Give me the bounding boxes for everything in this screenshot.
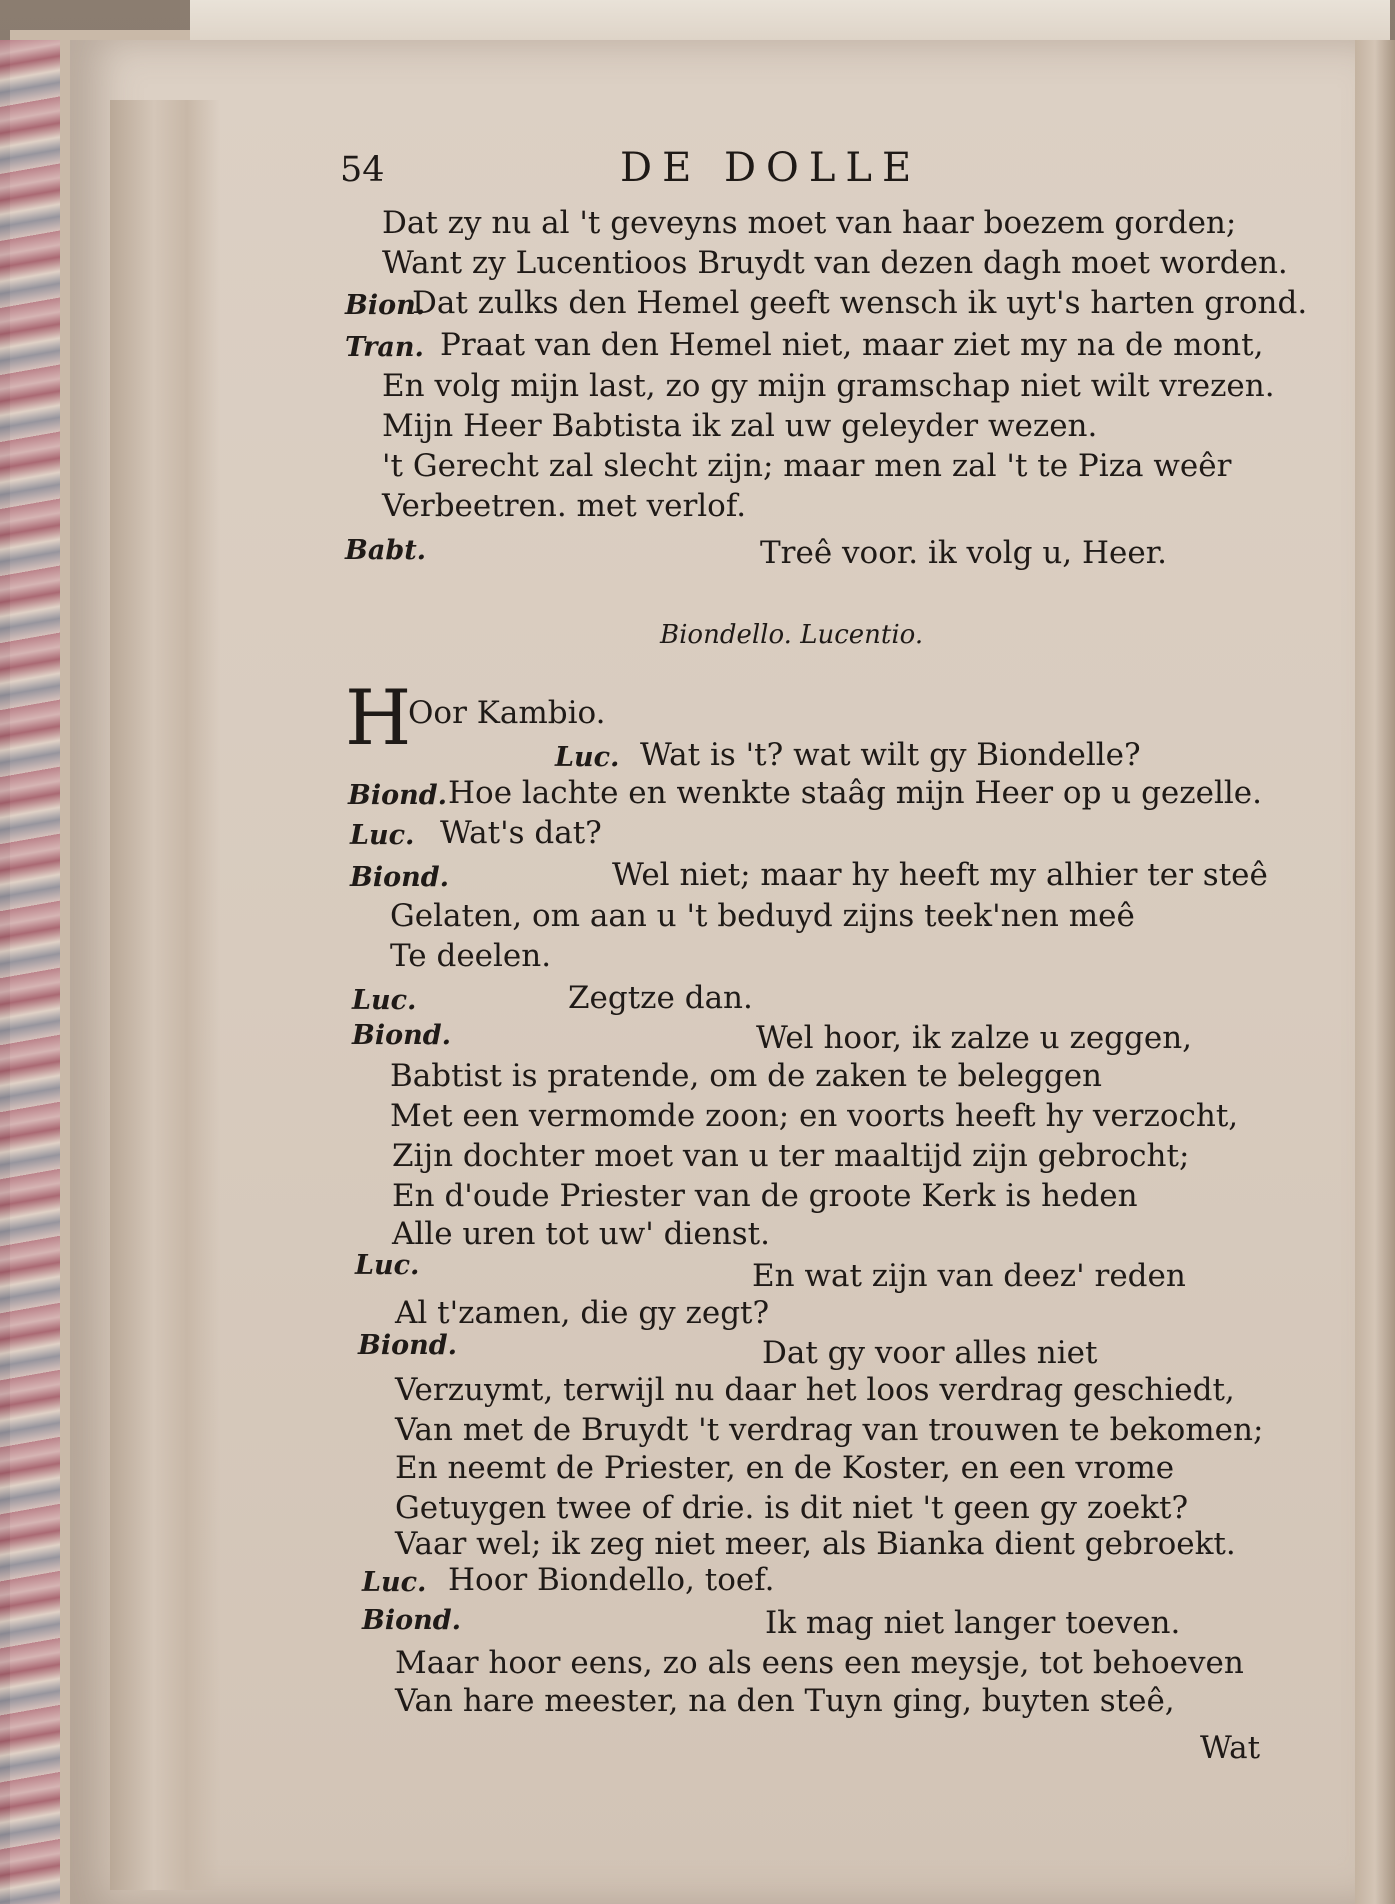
verse-line: Praat van den Hemel niet, maar ziet my na de mont,	[440, 327, 1264, 363]
verse-line: Babtist is pratende, om de zaken te beleggen	[390, 1058, 1103, 1094]
verse-line: Te deelen.	[390, 938, 552, 974]
verse-line: Alle uren tot uw' dienst.	[392, 1216, 770, 1252]
verse-line: En wat zijn van deez' reden	[752, 1258, 1186, 1294]
marbled-endpaper	[0, 40, 60, 1904]
verse-line: Al t'zamen, die gy zegt?	[395, 1295, 770, 1331]
speaker-label: Babt.	[345, 535, 427, 566]
verse-line: Hoor Biondello, toef.	[448, 1562, 775, 1598]
verse-line: Getuygen twee of drie. is dit niet 't geen gy zoekt?	[395, 1490, 1189, 1526]
verse-line: Verzuymt, terwijl nu daar het loos verdrag geschiedt,	[395, 1372, 1235, 1408]
verse-line: Hoe lachte en wenkte staâg mijn Heer op u gezelle.	[448, 775, 1262, 811]
verse-line: Verbeetren. met verlof.	[382, 488, 747, 524]
verse-line: Van hare meester, na den Tuyn ging, buyten steê,	[395, 1683, 1175, 1719]
verse-line: Wat is 't? wat wilt gy Biondelle?	[640, 737, 1141, 773]
speaker-label: Biond.	[362, 1605, 461, 1636]
speaker-label: Biond.	[348, 780, 447, 811]
verse-line: Dat gy voor alles niet	[762, 1335, 1098, 1371]
speaker-label: Luc.	[350, 820, 415, 851]
verse-line: Van met de Bruydt 't verdrag van trouwen te bekomen;	[395, 1412, 1264, 1448]
verse-line: Ik mag niet langer toeven.	[765, 1605, 1181, 1641]
verse-line: Treê voor. ik volg u, Heer.	[760, 535, 1168, 571]
verse-line: Dat zy nu al 't geveyns moet van haar boezem gorden;	[382, 205, 1237, 241]
verse-line: En neemt de Priester, en de Koster, en een vrome	[395, 1450, 1175, 1486]
verse-line: Met een vermomde zoon; en voorts heeft hy verzocht,	[390, 1098, 1239, 1134]
speaker-label: Tran.	[345, 332, 424, 363]
verse-line: Dat zulks den Hemel geeft wensch ik uyt's harten grond.	[412, 285, 1308, 321]
verse-line: Mijn Heer Babtista ik zal uw geleyder wezen.	[382, 408, 1098, 444]
speaker-label: Biond.	[352, 1020, 451, 1051]
verse-line: Zijn dochter moet van u ter maaltijd zijn gebrocht;	[392, 1138, 1190, 1174]
speaker-label: Bion.	[345, 290, 426, 321]
verse-line: Gelaten, om aan u 't beduyd zijns teek'nen meê	[390, 898, 1135, 934]
speaker-label: Biond.	[350, 862, 449, 893]
verse-line: Wel hoor, ik zalze u zeggen,	[756, 1020, 1193, 1056]
verse-line: Maar hoor eens, zo als eens een meysje, tot behoeven	[395, 1645, 1244, 1681]
verse-line: Vaar wel; ik zeg niet meer, als Bianka dient gebroekt.	[395, 1526, 1236, 1562]
speaker-label: Biond.	[358, 1330, 457, 1361]
verse-line: Want zy Lucentioos Bruydt van dezen dagh moet worden.	[382, 245, 1288, 281]
verse-line: 't Gerecht zal slecht zijn; maar men zal 't te Piza weêr	[382, 448, 1232, 484]
verse-line: En volg mijn last, zo gy mijn gramschap niet wilt vrezen.	[382, 368, 1275, 404]
page-gutter-shadow	[110, 100, 220, 1890]
verse-line: Oor Kambio.	[408, 695, 606, 731]
speaker-label: Luc.	[355, 1250, 420, 1281]
verse-line: Wat's dat?	[440, 815, 602, 851]
verse-line: En d'oude Priester van de groote Kerk is heden	[392, 1178, 1138, 1214]
page-number: 54	[340, 150, 385, 190]
speaker-label: Luc.	[362, 1567, 427, 1598]
speaker-label: Luc.	[555, 742, 620, 773]
scene-heading: Biondello. Lucentio.	[660, 620, 924, 650]
running-title: DE DOLLE	[620, 145, 922, 191]
verse-line: Wel niet; maar hy heeft my alhier ter steê	[612, 857, 1268, 893]
catchword: Wat	[1200, 1730, 1261, 1766]
speaker-label: Luc.	[352, 985, 417, 1016]
drop-cap: H	[345, 673, 412, 762]
verse-line: Zegtze dan.	[568, 980, 753, 1016]
